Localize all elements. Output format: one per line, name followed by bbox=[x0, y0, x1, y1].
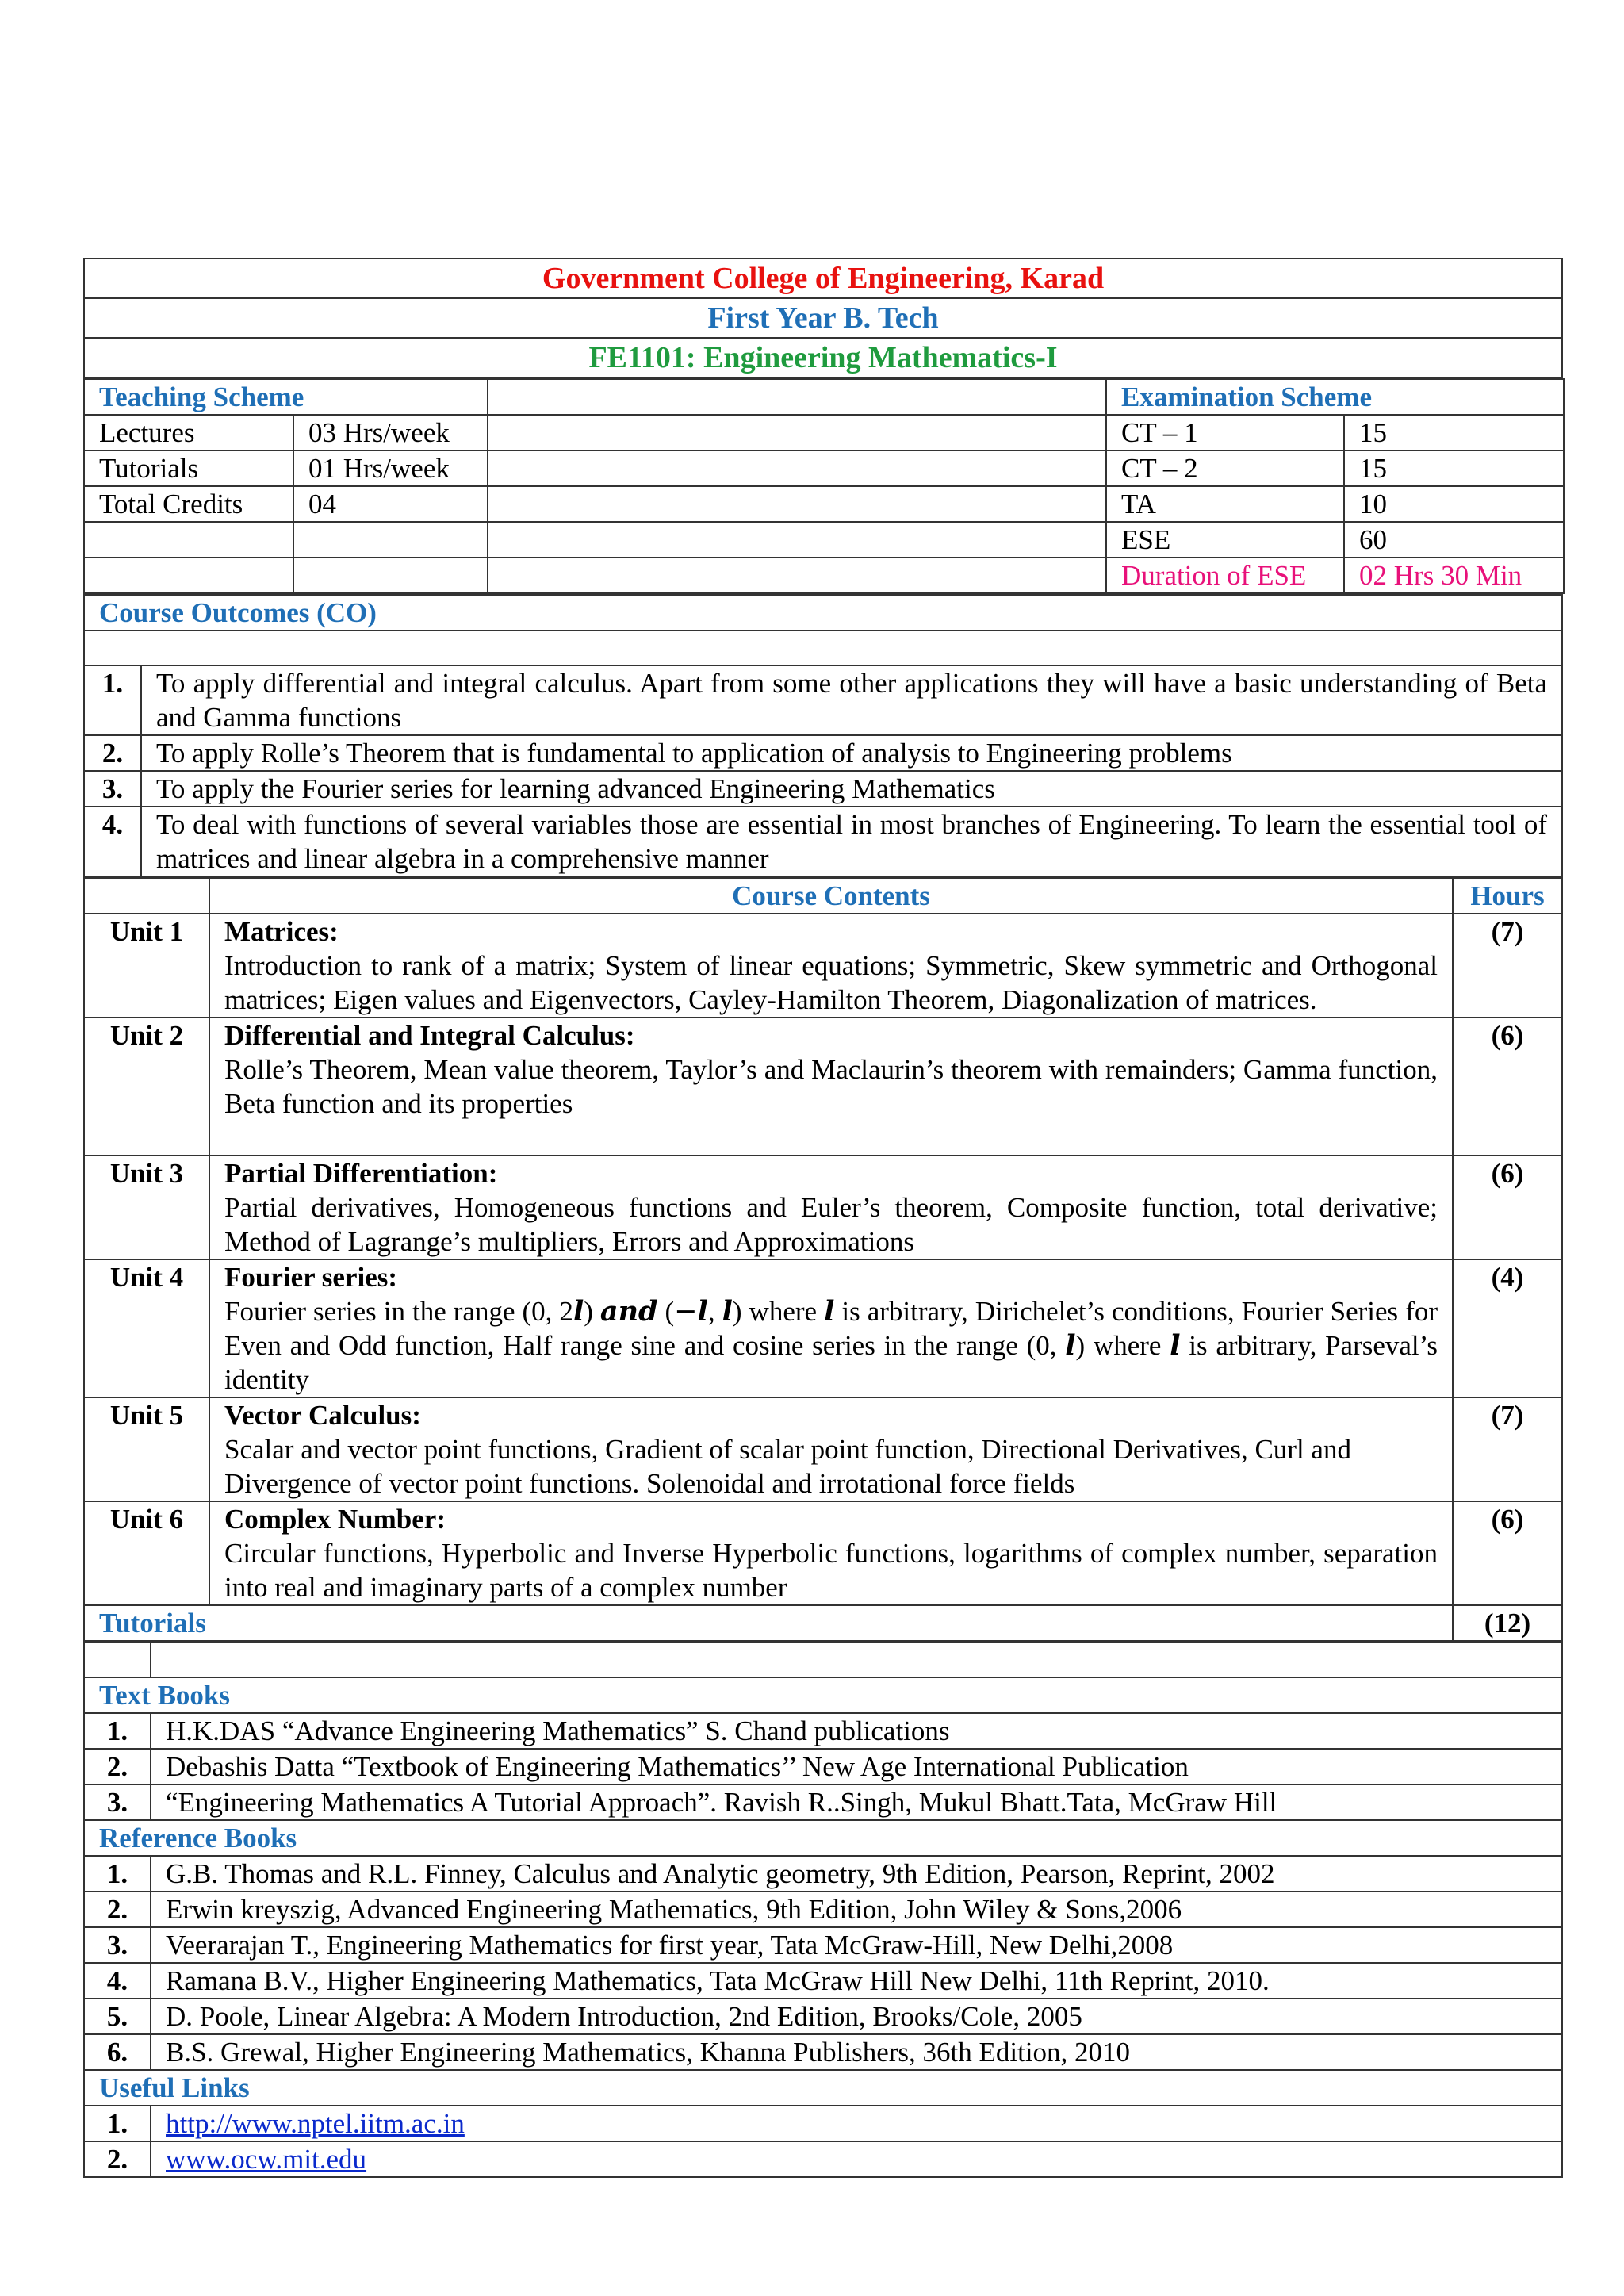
reference-entry: G.B. Thomas and R.L. Finney, Calculus and Analytic geometry, 9th Edition, Pearson, Reprint, 2002 bbox=[151, 1856, 1562, 1892]
empty-cell bbox=[488, 558, 1106, 593]
text-books-heading: Text Books bbox=[84, 1677, 1562, 1713]
college-title: Government College of Engineering, Karad bbox=[84, 259, 1562, 298]
exam-value: 60 bbox=[1344, 522, 1564, 558]
course-title: FE1101: Engineering Mathematics-I bbox=[84, 338, 1562, 378]
course-outcomes-heading: Course Outcomes (CO) bbox=[84, 595, 1562, 631]
unit-content bbox=[209, 1156, 1453, 1259]
link-cell bbox=[151, 2141, 1562, 2177]
unit-text: Partial derivatives, Homogeneous functions and Euler’s theorem, Composite function, total derivative; Method of Lagrange’s multipliers, Errors and Approximations bbox=[224, 1192, 1438, 1257]
empty-cell bbox=[84, 558, 293, 593]
reference-number: 5. bbox=[84, 1999, 151, 2034]
co-text: To apply the Fourier series for learning advanced Engineering Mathematics bbox=[141, 771, 1562, 807]
syllabus-sheet bbox=[83, 258, 1563, 2178]
nptel-link[interactable]: http://www.nptel.iitm.ac.in bbox=[166, 2108, 465, 2139]
book-entry: H.K.DAS “Advance Engineering Mathematics” S. Chand publications bbox=[151, 1713, 1562, 1749]
exam-value: 15 bbox=[1344, 415, 1564, 450]
reference-entry: B.S. Grewal, Higher Engineering Mathematics, Khanna Publishers, 36th Edition, 2010 bbox=[151, 2034, 1562, 2070]
reference-number: 4. bbox=[84, 1963, 151, 1999]
exam-label: TA bbox=[1106, 486, 1344, 522]
unit-hours: (6) bbox=[1453, 1156, 1562, 1259]
empty-cell bbox=[151, 1642, 1562, 1677]
co-number: 3. bbox=[84, 771, 141, 807]
empty-cell bbox=[293, 558, 488, 593]
unit-content bbox=[209, 1501, 1453, 1605]
tutorials-hours: (12) bbox=[1453, 1605, 1562, 1641]
empty-cell bbox=[488, 486, 1106, 522]
book-number: 3. bbox=[84, 1784, 151, 1820]
empty-cell bbox=[293, 522, 488, 558]
unit-hours: (7) bbox=[1453, 914, 1562, 1018]
reference-entry: Erwin kreyszig, Advanced Engineering Mathematics, 9th Edition, John Wiley & Sons,2006 bbox=[151, 1892, 1562, 1927]
book-entry: Debashis Datta “Textbook of Engineering Mathematics’’ New Age International Publication bbox=[151, 1749, 1562, 1784]
empty-cell bbox=[488, 522, 1106, 558]
unit-text: Circular functions, Hyperbolic and Inverse Hyperbolic functions, logarithms of complex number, separation into real and imaginary parts of a complex number bbox=[224, 1538, 1438, 1603]
unit-title: Differential and Integral Calculus: bbox=[224, 1020, 635, 1051]
empty-cell bbox=[84, 1642, 151, 1677]
year-title: First Year B. Tech bbox=[84, 298, 1562, 338]
reference-entry: D. Poole, Linear Algebra: A Modern Introduction, 2nd Edition, Brooks/Cole, 2005 bbox=[151, 1999, 1562, 2034]
reference-number: 6. bbox=[84, 2034, 151, 2070]
teaching-value: 04 bbox=[293, 486, 488, 522]
teaching-label: Total Credits bbox=[84, 486, 293, 522]
co-number: 1. bbox=[84, 665, 141, 735]
unit-label: Unit 5 bbox=[84, 1397, 209, 1501]
reference-number: 3. bbox=[84, 1927, 151, 1963]
co-text: To apply differential and integral calculus. Apart from some other applications they will have a basic understanding of Beta and Gamma functions bbox=[141, 665, 1562, 735]
unit-text: Fourier series in the range (0, 2l) and (−l, l) where l is arbitrary, Dirichelet’s conditions, Fourier Series for Even and Odd function, Half range sine and cosine series in the range (0, l) where l is arbitrary, Parseval’s identity bbox=[224, 1295, 1438, 1395]
teaching-label: Lectures bbox=[84, 415, 293, 450]
unit-hours: (6) bbox=[1453, 1501, 1562, 1605]
co-text: To deal with functions of several variables those are essential in most branches of Engineering. To learn the essential tool of matrices and linear algebra in a comprehensive manner bbox=[141, 807, 1562, 876]
book-entry: “Engineering Mathematics A Tutorial Approach”. Ravish R..Singh, Mukul Bhatt.Tata, McGraw Hill bbox=[151, 1784, 1562, 1820]
empty-cell bbox=[84, 878, 209, 914]
empty-cell bbox=[488, 450, 1106, 486]
scheme-table bbox=[83, 378, 1565, 594]
book-number: 1. bbox=[84, 1713, 151, 1749]
unit-text: Scalar and vector point functions, Gradient of scalar point function, Directional Derivatives, Curl and Divergence of vector point functions. Solenoidal and irrotational force fields bbox=[224, 1434, 1351, 1499]
empty-cell bbox=[488, 415, 1106, 450]
co-number: 2. bbox=[84, 735, 141, 771]
tutorials-label: Tutorials bbox=[84, 1605, 1453, 1641]
reference-books-heading: Reference Books bbox=[84, 1820, 1562, 1856]
unit-content bbox=[209, 914, 1453, 1018]
reference-number: 2. bbox=[84, 1892, 151, 1927]
unit-text: Rolle’s Theorem, Mean value theorem, Taylor’s and Maclaurin’s theorem with remainders; Gamma function, Beta function and its properties bbox=[224, 1054, 1438, 1119]
empty-cell bbox=[84, 522, 293, 558]
course-outcomes-table bbox=[83, 594, 1563, 877]
unit-label: Unit 1 bbox=[84, 914, 209, 1018]
exam-label: CT – 2 bbox=[1106, 450, 1344, 486]
unit-title: Matrices: bbox=[224, 916, 339, 947]
unit-content bbox=[209, 1397, 1453, 1501]
co-number: 4. bbox=[84, 807, 141, 876]
unit-content bbox=[209, 1018, 1453, 1156]
empty-row bbox=[84, 631, 1562, 665]
unit-hours: (6) bbox=[1453, 1018, 1562, 1156]
unit-content bbox=[209, 1259, 1453, 1397]
co-text: To apply Rolle’s Theorem that is fundamental to application of analysis to Engineering problems bbox=[141, 735, 1562, 771]
unit-label: Unit 4 bbox=[84, 1259, 209, 1397]
reference-entry: Ramana B.V., Higher Engineering Mathematics, Tata McGraw Hill New Delhi, 11th Reprint, 2010. bbox=[151, 1963, 1562, 1999]
books-table bbox=[83, 1642, 1563, 2178]
unit-text: Introduction to rank of a matrix; System of linear equations; Symmetric, Skew symmetric and Orthogonal matrices; Eigen values and Eigenvectors, Cayley-Hamilton Theorem, Diagonalization of matrices. bbox=[224, 950, 1438, 1015]
unit-hours: (7) bbox=[1453, 1397, 1562, 1501]
course-contents-heading: Course Contents bbox=[209, 878, 1453, 914]
course-contents-table bbox=[83, 877, 1563, 1642]
unit-title: Fourier series: bbox=[224, 1262, 398, 1293]
exam-duration-label: Duration of ESE bbox=[1106, 558, 1344, 593]
unit-title: Partial Differentiation: bbox=[224, 1158, 498, 1189]
unit-label: Unit 6 bbox=[84, 1501, 209, 1605]
exam-value: 15 bbox=[1344, 450, 1564, 486]
book-number: 2. bbox=[84, 1749, 151, 1784]
link-number: 1. bbox=[84, 2106, 151, 2141]
useful-links-heading: Useful Links bbox=[84, 2070, 1562, 2106]
unit-label: Unit 3 bbox=[84, 1156, 209, 1259]
unit-hours: (4) bbox=[1453, 1259, 1562, 1397]
empty-cell bbox=[488, 379, 1106, 415]
hours-heading: Hours bbox=[1453, 878, 1562, 914]
exam-label: ESE bbox=[1106, 522, 1344, 558]
exam-duration-value: 02 Hrs 30 Min bbox=[1344, 558, 1564, 593]
teaching-scheme-heading: Teaching Scheme bbox=[84, 379, 488, 415]
mit-ocw-link[interactable]: www.ocw.mit.edu bbox=[166, 2144, 367, 2175]
reference-number: 1. bbox=[84, 1856, 151, 1892]
teaching-value: 03 Hrs/week bbox=[293, 415, 488, 450]
exam-label: CT – 1 bbox=[1106, 415, 1344, 450]
unit-title: Vector Calculus: bbox=[224, 1400, 421, 1431]
exam-value: 10 bbox=[1344, 486, 1564, 522]
teaching-value: 01 Hrs/week bbox=[293, 450, 488, 486]
link-number: 2. bbox=[84, 2141, 151, 2177]
reference-entry: Veerarajan T., Engineering Mathematics for first year, Tata McGraw-Hill, New Delhi,2008 bbox=[151, 1927, 1562, 1963]
header-table bbox=[83, 258, 1563, 378]
teaching-label: Tutorials bbox=[84, 450, 293, 486]
unit-title: Complex Number: bbox=[224, 1504, 446, 1535]
link-cell bbox=[151, 2106, 1562, 2141]
examination-scheme-heading: Examination Scheme bbox=[1106, 379, 1564, 415]
unit-label: Unit 2 bbox=[84, 1018, 209, 1156]
